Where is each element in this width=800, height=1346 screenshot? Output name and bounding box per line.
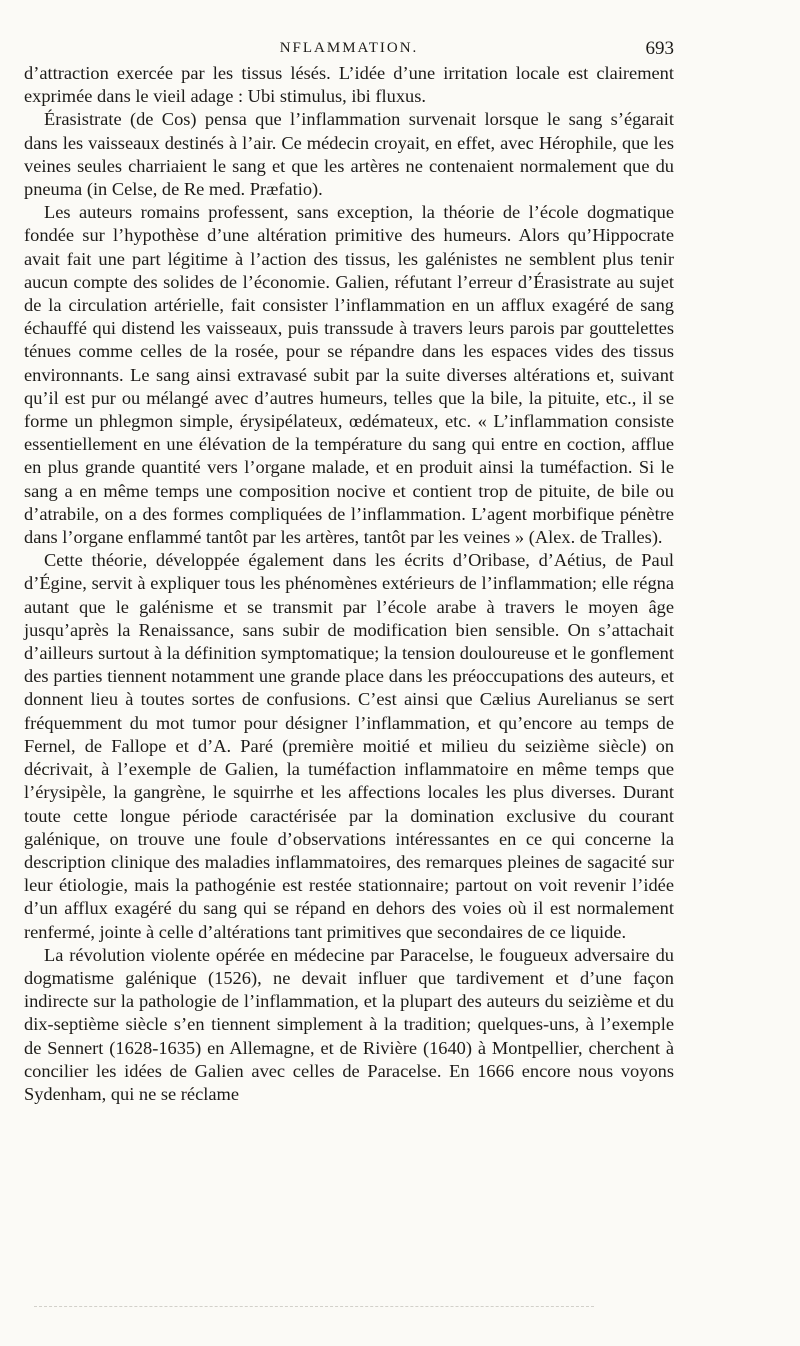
bottom-bleed-through [34,1306,594,1307]
paragraph-4: Cette théorie, développée également dans les écrits d’Oribase, d’Aétius, de Paul d’Égine, servit à expliquer tous les phénomènes extérieurs de l’inflammation; elle régna autant que le galénisme et se transmit par l’école arabe à travers le moyen âge jusqu’après la Renaissance, sans subir de modification bien sensible. On s’attachait d’ailleurs surtout à la définition symptomatique; la tension douloureuse et le gonflement des parties tiennent notamment une grande place dans les préoccupations des auteurs, et donnent lieu à toutes sortes de confusions. C’est ainsi que Cælius Aurelianus se sert fréquemment du mot tumor pour désigner l’inflammation, et qu’encore au temps de Fernel, de Fallope et d’A. Paré (première moitié et milieu du seizième siècle) on décrivait, à l’exemple de Galien, la tuméfaction inflammatoire en même temps que l’érysipèle, la gangrène, le squirrhe et les affections locales les plus diverses. Durant toute cette longue période caractérisée par la domination exclusive du courant galénique, on trouve une foule d’observations intéressantes en ce qui concerne la description clinique des maladies inflammatoires, des remarques pleines de sagacité sur leur étiologie, mais la pathogénie est restée stationnaire; partout on voit revenir l’idée d’un afflux exagéré du sang qui se répand en dehors des voies où il est normalement renfermé, jointe à celle d’altérations tant primitives que secondaires de ce liquide. [24,550,674,942]
book-page [24,38,674,1106]
paragraph-3: Les auteurs romains professent, sans exception, la théorie de l’école dogmatique fondée sur l’hypothèse d’une altération primitive des humeurs. Alors qu’Hippocrate avait fait une part légitime à l’action des tissus, les galénistes ne semblent plus tenir aucun compte des solides de l’économie. Galien, réfutant l’erreur d’Érasistrate au sujet de la circulation artérielle, fait consister l’inflammation en un afflux exagéré de sang échauffé qui distend les vaisseaux, puis transsude à travers leurs parois par gouttelettes ténues comme celles de la rosée, pour se répandre dans les espaces vides des tissus environnants. Le sang ainsi extravasé subit par la suite diverses altérations et, suivant qu’il est pur ou mélangé avec d’autres humeurs, telles que la bile, la pituite, etc., il se forme un phlegmon simple, érysipélateux, œdémateux, etc. « L’inflammation consiste essentiellement en une élévation de la température du sang qui entre en coction, afflue en plus grande quantité vers l’organe malade, et en produit ainsi la tuméfaction. Si le sang a en même temps une composition nocive et contient trop de pituite, de bile ou d’atrabile, on a des formes compliquées de l’inflammation. L’agent morbifique pénètre dans l’organe enflammé tantôt par les artères, tantôt par les veines » (Alex. de Tralles). [24,202,674,548]
running-title: NFLAMMATION. [279,40,419,56]
body-text [24,62,674,1106]
paragraph-2: Érasistrate (de Cos) pensa que l’inflammation survenait lorsque le sang s’égarait dans les vaisseaux destinés à l’air. Ce médecin croyait, en effet, avec Hérophile, que les veines seules charriaient le sang et que les artères ne contenaient normalement que du pneuma (in Celse, de Re med. Præfatio). [24,109,674,200]
page-number: 693 [645,38,674,59]
paragraph-1: d’attraction exercée par les tissus lésés. L’idée d’une irritation locale est clairement exprimée dans le vieil adage : Ubi stimulus, ibi fluxus. [24,63,674,107]
paragraph-5: La révolution violente opérée en médecine par Paracelse, le fougueux adversaire du dogmatisme galénique (1526), ne devait influer que tardivement et d’une façon indirecte sur la pathologie de l’inflammation, et la plupart des auteurs du seizième et du dix-septième siècle s’en tiennent simplement à la tradition; quelques-uns, à l’exemple de Sennert (1628-1635) en Allemagne, et de Rivière (1640) à Montpellier, cherchent à concilier les idées de Galien avec celles de Paracelse. En 1666 encore nous voyons Sydenham, qui ne se réclame [24,944,674,1104]
page-header [24,38,674,62]
